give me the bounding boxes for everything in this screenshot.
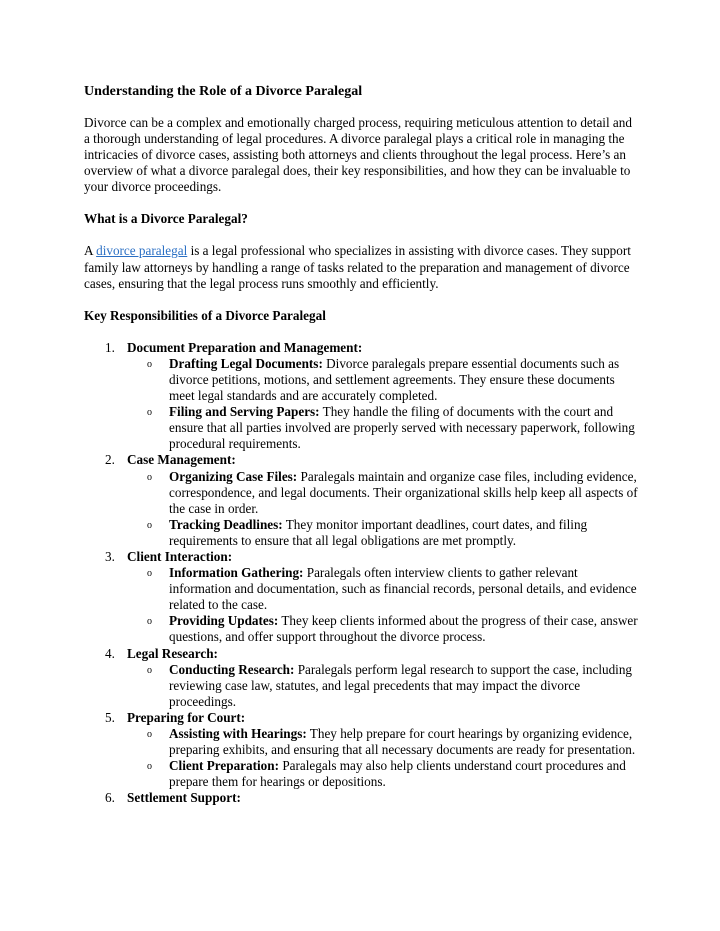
sub-item-title: Client Preparation: bbox=[169, 758, 280, 774]
circle-bullet-icon: o bbox=[147, 664, 152, 676]
sub-item bbox=[127, 517, 640, 549]
sub-item bbox=[127, 469, 640, 517]
sub-item-title: Organizing Case Files: bbox=[169, 468, 298, 484]
circle-bullet-icon: o bbox=[147, 407, 152, 419]
sub-item bbox=[127, 726, 640, 758]
list-number: 6. bbox=[105, 790, 115, 806]
responsibility-title: Legal Research: bbox=[127, 645, 218, 661]
responsibility-title: Preparing for Court: bbox=[127, 709, 246, 725]
circle-bullet-icon: o bbox=[147, 729, 152, 740]
responsibility-item bbox=[84, 549, 640, 646]
circle-bullet-icon: o bbox=[147, 568, 152, 580]
sub-item-title: Information Gathering: bbox=[169, 565, 304, 581]
circle-bullet-icon: o bbox=[147, 471, 152, 483]
sub-item-text: They help prepare for court hearings by organizing evidence, preparing exhibits, and ensuring that all necessary documents are ready for presentation. bbox=[169, 726, 636, 758]
sub-item-text: Paralegals perform legal research to support the case, including reviewing case law, statutes, and legal precedents that may impact the divorce proceedings. bbox=[169, 661, 633, 709]
what-paragraph bbox=[84, 243, 640, 291]
list-number: 4. bbox=[105, 645, 115, 661]
sub-item-text: They monitor important deadlines, court dates, and filing requirements to ensure that all legal obligations are met promptly. bbox=[169, 516, 588, 548]
document-page bbox=[84, 83, 640, 806]
divorce-paralegal-link[interactable]: divorce paralegal bbox=[96, 243, 188, 259]
sub-item-title: Drafting Legal Documents: bbox=[169, 355, 323, 371]
what-text-after: is a legal professional who specializes in assisting with divorce cases. They support family law attorneys by handling a range of tasks related to the preparation and management of divorce cases, ensuring that the legal process runs smoothly and efficiently. bbox=[84, 243, 631, 291]
sub-item-text: Divorce paralegals prepare essential documents such as divorce petitions, motions, and settlement agreements. They ensure these documents meet legal standards and are accurately completed. bbox=[169, 355, 620, 404]
responsibility-title: Client Interaction: bbox=[127, 548, 233, 564]
what-text-before: A bbox=[84, 243, 97, 259]
sub-item bbox=[127, 565, 640, 613]
list-number: 3. bbox=[105, 548, 115, 564]
sub-item bbox=[127, 662, 640, 710]
responsibility-item bbox=[84, 646, 640, 710]
sub-item-title: Providing Updates: bbox=[169, 613, 279, 629]
sub-list bbox=[127, 469, 640, 549]
responsibility-title: Case Management: bbox=[127, 452, 236, 468]
responsibility-item bbox=[84, 340, 640, 453]
sub-item bbox=[127, 356, 640, 404]
responsibilities-list bbox=[84, 340, 640, 807]
section-heading-what: What is a Divorce Paralegal? bbox=[84, 211, 248, 227]
sub-item-text: They handle the filing of documents with the court and ensure that all parties involved are properly served with necessary paperwork, following procedural requirements. bbox=[169, 404, 635, 452]
sub-list bbox=[127, 356, 640, 453]
sub-list bbox=[127, 726, 640, 790]
sub-item-text: They keep clients informed about the progress of their case, answer questions, and offer support throughout the divorce process. bbox=[169, 613, 638, 645]
sub-item bbox=[127, 404, 640, 452]
responsibility-item bbox=[84, 710, 640, 790]
sub-item-title: Assisting with Hearings: bbox=[169, 726, 307, 741]
sub-item-title: Conducting Research: bbox=[169, 661, 295, 677]
sub-item-text: Paralegals may also help clients understand court procedures and prepare them for hearings or depositions. bbox=[169, 758, 626, 790]
sub-item bbox=[127, 758, 640, 790]
section-heading-responsibilities: Key Responsibilities of a Divorce Paralegal bbox=[84, 307, 326, 323]
list-number: 5. bbox=[105, 709, 115, 725]
sub-list bbox=[127, 662, 640, 710]
responsibility-item bbox=[84, 790, 640, 806]
circle-bullet-icon: o bbox=[147, 519, 152, 531]
circle-bullet-icon: o bbox=[147, 616, 152, 628]
circle-bullet-icon: o bbox=[147, 358, 152, 370]
intro-paragraph: Divorce can be a complex and emotionally charged process, requiring meticulous attention to detail and a thorough understanding of legal procedures. A divorce paralegal plays a critical role in managing the intricacies of divorce cases, assisting both attorneys and clients throughout the legal process. Here’s an overview of what a divorce paralegal does, their key responsibilities, and how they can be invaluable to your divorce proceedings. bbox=[84, 115, 632, 195]
responsibility-title: Document Preparation and Management: bbox=[127, 339, 363, 355]
circle-bullet-icon: o bbox=[147, 761, 152, 773]
sub-item-text: Paralegals often interview clients to gather relevant information and documentation, such as financial records, personal details, and evidence related to the case. bbox=[169, 565, 637, 613]
sub-item-text: Paralegals maintain and organize case files, including evidence, correspondence, and legal documents. Their organizational skills help keep all aspects of the case in order. bbox=[169, 468, 638, 516]
list-number: 2. bbox=[105, 452, 115, 468]
sub-item bbox=[127, 613, 640, 645]
responsibility-title: Settlement Support: bbox=[127, 790, 241, 806]
sub-list bbox=[127, 565, 640, 645]
sub-item-title: Filing and Serving Papers: bbox=[169, 404, 320, 420]
page-title: Understanding the Role of a Divorce Paralegal bbox=[84, 84, 363, 99]
responsibility-item bbox=[84, 452, 640, 549]
sub-item-title: Tracking Deadlines: bbox=[169, 516, 283, 532]
list-number: 1. bbox=[105, 339, 115, 355]
